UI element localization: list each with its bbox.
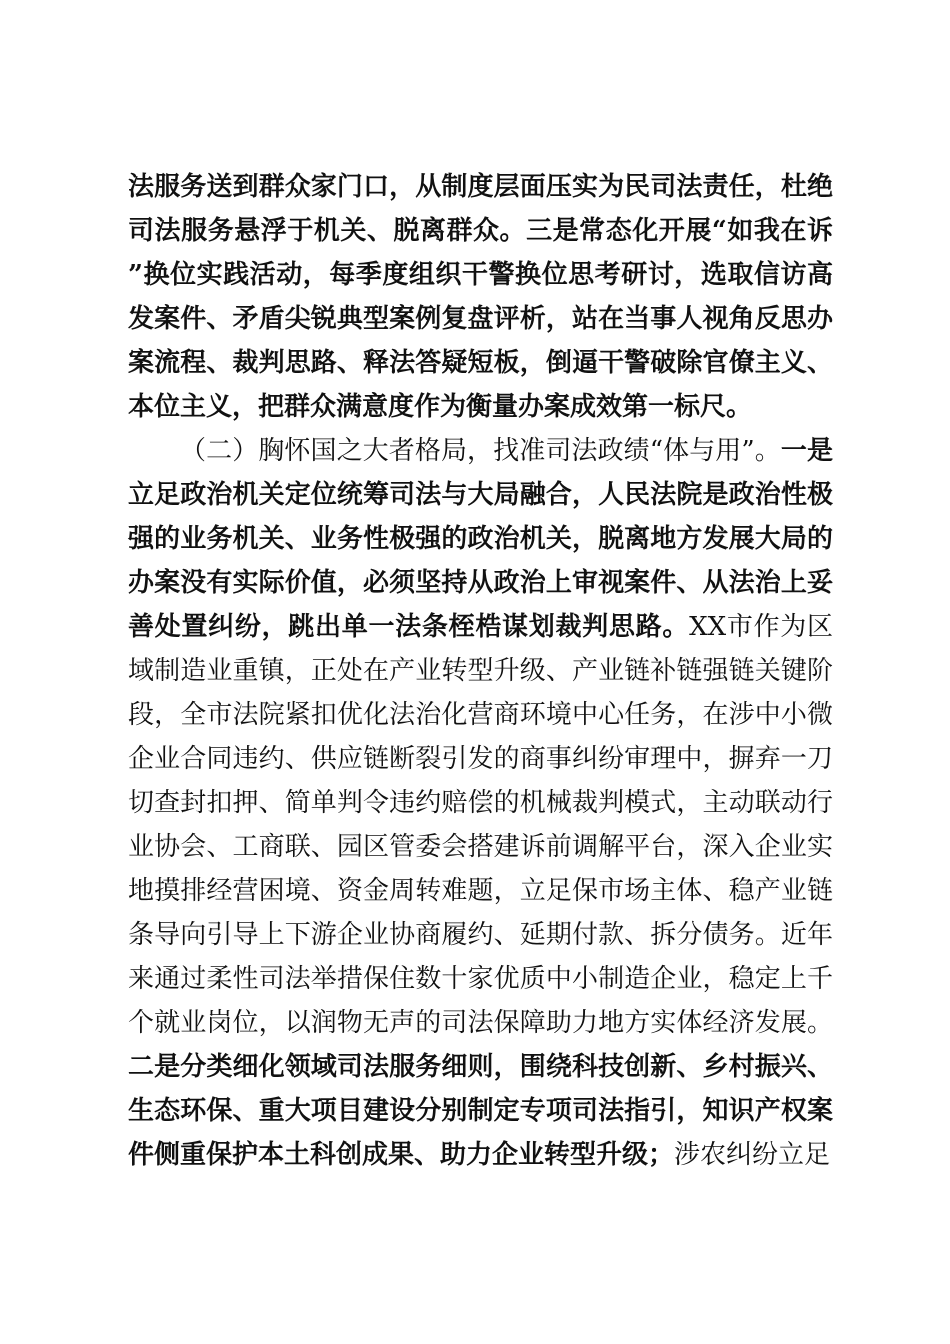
paragraph-1-text: 法服务送到群众家门口，从制度层面压实为民司法责任，杜绝司法服务悬浮于机关、脱离群众。三是常态化开展“如我在诉”换位实践活动，每季度组织干警换位思考研讨，选取信访高发案件、矛盾尖锐典型案例复盘评析，站在当事人视角反思办案流程、裁判思路、释法答疑短板，倒逼干警破除官僚主义、本位主义，把群众满意度作为衡量办案成效第一标尺。 (128, 172, 833, 422)
paragraph-section-two (128, 429, 833, 1177)
paragraph-continued (128, 165, 833, 429)
section-heading: （二）胸怀国之大者格局，找准司法政绩“体与用”。 (180, 436, 781, 466)
point-one-detail: XX市作为区域制造业重镇，正处在产业转型升级、产业链补链强链关键阶段，全市法院紧扣优化法治化营商环境中心任务，在涉中小微企业合同违约、供应链断裂引发的商事纠纷审理中，摒弃一刀切查封扣押、简单判令违约赔偿的机械裁判模式，主动联动行业协会、工商联、园区管委会搭建诉前调解平台，深入企业实地摸排经营困境、资金周转难题，立足保市场主体、稳产业链条导向引导上下游企业协商履约、延期付款、拆分债务。近年来通过柔性司法举措保住数十家优质中小制造企业，稳定上千个就业岗位，以润物无声的司法保障助力地方实体经济发展。 (128, 612, 833, 1038)
point-one-bold: 一是立足政治机关定位统筹司法与大局融合，人民法院是政治性极强的业务机关、业务性极强的政治机关，脱离地方发展大局的办案没有实际价值，必须坚持从政治上审视案件、从法治上妥善处置纠纷，跳出单一法条桎梏谋划裁判思路。 (128, 436, 833, 642)
point-two-bold: 二是分类细化领域司法服务细则，围绕科技创新、乡村振兴、生态环保、重大项目建设分别制定专项司法指引，知识产权案件侧重保护本土科创成果、助力企业转型升级； (128, 1052, 833, 1170)
point-two-detail: 涉农纠纷立足 (674, 1140, 831, 1170)
document-body (128, 165, 833, 1177)
